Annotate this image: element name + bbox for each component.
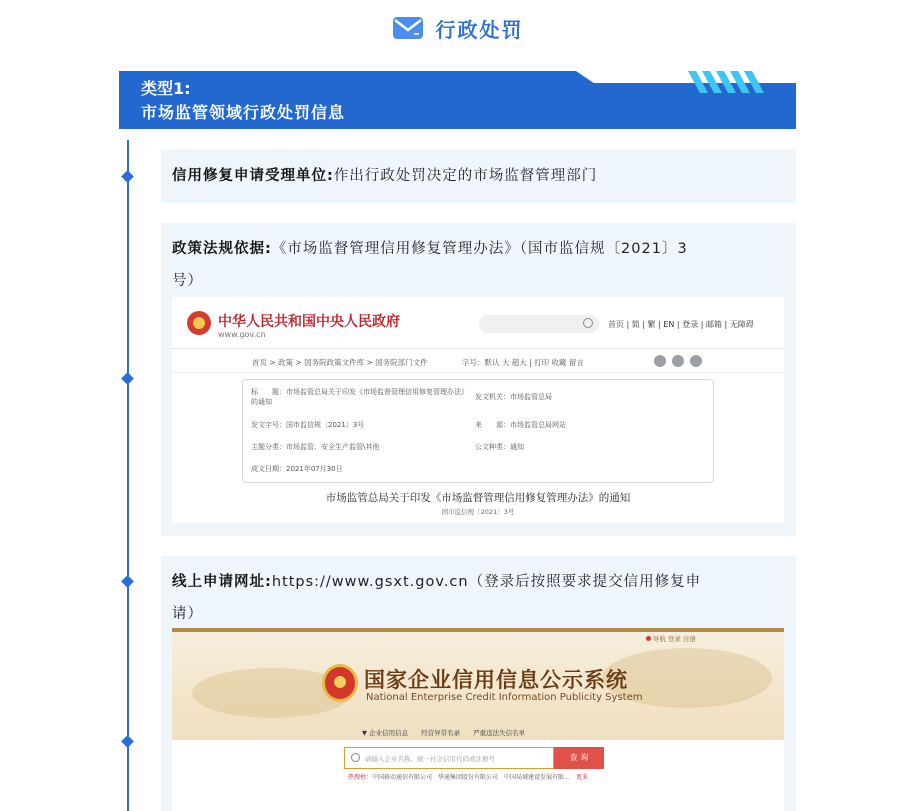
hot-search-list: 热搜榜：中国移动通信有限公司 华通集团股份有限公司 中国局域建设发展有限… 更多: [348, 774, 589, 781]
search-button[interactable]: 查 询: [554, 747, 604, 769]
gsxt-screenshot: [172, 628, 784, 811]
gsxt-name-en: National Enterprise Credit Information Publicity System: [366, 692, 643, 703]
section-header: [0, 10, 915, 46]
banner-type-label: 类型1:: [141, 79, 191, 98]
card-online-application: [161, 556, 796, 811]
timeline-line: [127, 140, 129, 811]
star-icon[interactable]: [690, 355, 702, 367]
gov-site-name: 中华人民共和国中央人民政府: [218, 314, 400, 330]
search-placeholder: 请输入企业名称、统一社会信用代码或注册号: [365, 755, 495, 763]
timeline-dot: [121, 575, 134, 588]
stripes-decoration: [688, 71, 778, 93]
card-label: 信用修复申请受理单位:: [172, 168, 334, 184]
card-accepting-unit: [161, 149, 796, 203]
card-label: 线上申请网址:: [172, 574, 272, 590]
type-banner: [119, 71, 796, 129]
gov-doc-info-table: 标 题：市场监管总局关于印发《市场监督管理信用修复管理办法》的通知 发文字号：国市监信规〔2021〕3号 主题分类：市场监管、安全生产监管\其他 成文日期：2021年07月30日 发文机关：市场监管总局 来 源：市场监管总局网站 公文种类：通知: [242, 379, 714, 483]
timeline-dot: [121, 735, 134, 748]
gov-site-url: www.gov.cn: [218, 330, 266, 339]
gsxt-hero: [172, 628, 784, 740]
gsxt-search-tabs[interactable]: ▼ 企业信用信息 经营异常名录 严重违法失信名单: [362, 729, 526, 737]
card-value-line2: 号）: [172, 273, 203, 289]
gov-top-nav[interactable]: 首页 | 简 | 繁 | EN | 登录 | 邮箱 | 无障碍: [608, 320, 754, 329]
timeline-dot: [121, 372, 134, 385]
gov-search-input[interactable]: [479, 315, 599, 333]
gsxt-top-links[interactable]: 导航 登录 注册: [646, 634, 696, 643]
gsxt-search-input[interactable]: [344, 747, 554, 769]
gov-doc-number: 国市监信规〔2021〕3号: [441, 508, 515, 516]
card-value-line2: 请）: [172, 606, 203, 622]
banner-title: 市场监管领域行政处罚信息: [141, 103, 346, 122]
card-value-line1: 《市场监督管理信用修复管理办法》（国市监信规〔2021〕3: [271, 241, 688, 257]
section-title: 行政处罚: [435, 17, 524, 42]
gsxt-name-cn: 国家企业信用信息公示系统: [364, 668, 628, 692]
card-value-line1: https://www.gsxt.gov.cn（登录后按照要求提交信用修复申: [271, 574, 702, 590]
gov-header: [172, 297, 784, 349]
weibo-icon[interactable]: [672, 355, 684, 367]
gov-doc-title: 市场监管总局关于印发《市场监督管理信用修复管理办法》的通知: [325, 492, 631, 504]
card-policy-basis: [161, 223, 796, 536]
wechat-icon[interactable]: [654, 355, 666, 367]
national-emblem-icon: [187, 311, 211, 335]
national-emblem-icon: [322, 664, 358, 702]
search-icon: [583, 318, 593, 328]
timeline-dot: [121, 170, 134, 183]
gov-breadcrumb-bar: [172, 349, 784, 373]
breadcrumb[interactable]: 首页 > 政策 > 国务院政策文件库 > 国务院部门文件: [252, 358, 428, 367]
gov-screenshot: [172, 297, 784, 523]
location-pin-icon: [646, 636, 651, 641]
search-icon: [351, 753, 360, 762]
card-value: 作出行政处罚决定的市场监督管理部门: [333, 168, 598, 184]
gov-toolbar[interactable]: 字号：默认 大 超大 | 打印 收藏 留言: [462, 358, 584, 367]
card-label: 政策法规依据:: [172, 241, 272, 257]
mail-icon: [392, 14, 426, 42]
